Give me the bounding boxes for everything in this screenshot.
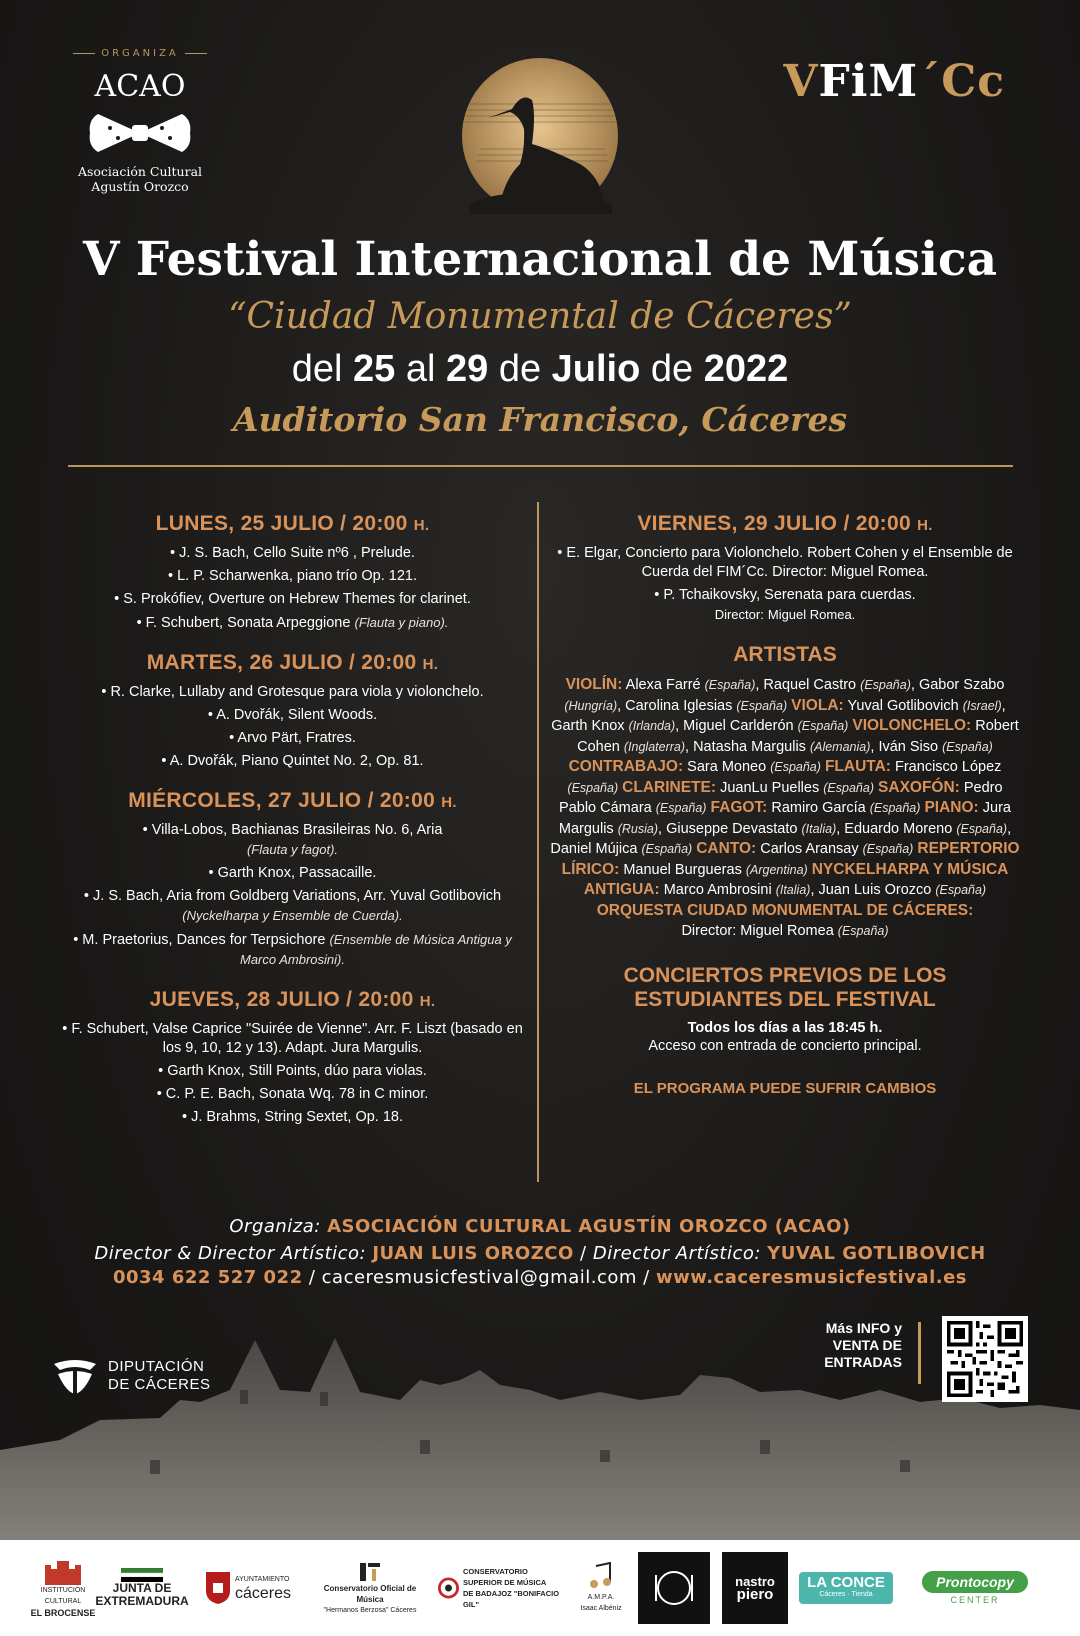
sponsor-conservatorio-caceres: [310, 1552, 430, 1624]
artist-country: (España): [869, 801, 921, 815]
festival-dates: [0, 348, 1080, 391]
sponsor-ampa-isaac-albeniz: [576, 1552, 626, 1624]
program-item: [60, 887, 525, 926]
artist-country: (Inglaterra): [623, 739, 686, 754]
program-item: [60, 729, 525, 748]
fimcc-v: V: [783, 56, 819, 107]
sponsors-strip: [0, 1540, 1080, 1636]
program-item-text: • Garth Knox, Still Points, dúo para violas.: [158, 1063, 427, 1079]
artist-name: Carlos Aransay: [760, 841, 859, 857]
dates-julio: Julio: [551, 348, 641, 390]
acao-name: ACAO: [94, 69, 186, 104]
sponsor-line-2: CENTER: [950, 1594, 1000, 1605]
artist-country: (España): [860, 678, 911, 692]
program-item-text: • P. Tchaikovsky, Serenata para cuerdas.: [654, 587, 916, 603]
day-heading: [60, 512, 525, 536]
artist-name: Pedro Pablo Cámara: [559, 779, 1003, 816]
castle-icon: [43, 1557, 83, 1585]
program-item-text: • A. Dvořák, Silent Woods.: [207, 707, 378, 723]
sponsor-ayuntamiento-caceres: [198, 1552, 298, 1624]
artist-name: Sara Moneo: [687, 759, 767, 775]
program-item: [60, 752, 525, 771]
program-item: [60, 1108, 525, 1127]
program-item: [60, 1085, 525, 1104]
artist-name: , Iván Siso: [870, 738, 939, 755]
festival-title: V Festival Internacional de Música: [82, 232, 998, 287]
artist-role: CONTRABAJO:: [568, 758, 684, 775]
artist-country: (España): [567, 780, 619, 795]
festival-venue: Auditorio San Francisco, Cáceres: [232, 400, 848, 439]
artist-country: (España): [823, 780, 874, 795]
artist-country: (España): [770, 760, 821, 774]
sponsor-line-1: AYUNTAMIENTO: [234, 1575, 290, 1583]
sponsor-prontocopy: [910, 1552, 1040, 1624]
fimcc-cc: ´Cc: [918, 56, 1005, 107]
artist-name: , Carolina Iglesias: [617, 697, 733, 714]
program-item-text: • M. Praetorius, Dances for Terpsichore: [73, 932, 326, 948]
artist-name: , Natasha Margulis: [685, 738, 806, 755]
artist-role: CLARINETE:: [622, 778, 717, 796]
artist-country: (Argentina): [745, 862, 808, 877]
artist-name: , Raquel Castro: [755, 677, 857, 693]
artist-country: (España): [935, 883, 987, 897]
day-heading-h: H.: [917, 517, 933, 534]
sponsor-line-2: Cáceres · Tienda: [819, 1591, 873, 1598]
program-item-text: Miguel Romea.: [767, 607, 856, 622]
sponsor-line-2: EXTREMADURA: [95, 1594, 189, 1608]
artist-country: (Irlanda): [628, 719, 676, 733]
acao-sub-1: Asociación Cultural: [77, 164, 203, 179]
day-heading-text: LUNES, 25 JULIO / 20:00: [155, 512, 408, 535]
artist-name: Alexa Farré: [625, 677, 701, 693]
artist-country: (Italia): [801, 821, 837, 836]
sponsor-nastro-piero: [722, 1552, 788, 1624]
day-heading-text: VIERNES, 29 JULIO / 20:00: [637, 512, 911, 535]
day-heading: [60, 651, 525, 675]
artist-country: (Hungría): [564, 698, 618, 713]
contact-website[interactable]: www.caceresmusicfestival.es: [655, 1267, 967, 1288]
credits-label: Organiza:: [229, 1216, 321, 1237]
plate-icon: [651, 1565, 697, 1611]
credits-contact: [0, 1267, 1080, 1288]
artist-name: Jura Margulis: [558, 800, 1011, 837]
artist-role: VIOLONCHELO:: [852, 717, 972, 734]
program-item: [550, 544, 1020, 582]
day-heading-text: MARTES, 26 JULIO / 20:00: [146, 651, 417, 674]
sponsor-el-brocense: [28, 1552, 98, 1624]
day-block-thursday: [60, 988, 525, 1127]
program-item-text: • Arvo Pärt, Fratres.: [229, 730, 356, 746]
sponsor-line-2: "Hermanos Berzosa" Cáceres: [323, 1606, 417, 1614]
credits-separator: /: [580, 1243, 587, 1264]
fimcc-fim: FiM: [818, 56, 919, 107]
diputacion-line-1: DIPUTACIÓN: [108, 1358, 205, 1375]
sponsor-line-2: Isaac Albéniz: [580, 1605, 622, 1612]
fimcc-logo: [783, 56, 1005, 107]
sponsor-line-2: piero: [736, 1586, 774, 1603]
day-heading-text: JUEVES, 28 JULIO / 20:00: [149, 988, 414, 1011]
program-item-text: • J. S. Bach, Cello Suite nº6 , Prelude.: [170, 545, 415, 561]
student-concerts-heading-2: ESTUDIANTES DEL FESTIVAL: [634, 987, 936, 1011]
credits-label: Director & Director Artístico:: [94, 1243, 367, 1264]
artists-list: VIOLÍN: Alexa Farré (España), Raquel Castro (España), Gabor Szabo (Hungría), Carolina Iglesias (España) VIOLA: Yuval Gotlibovich (Israel), Garth Knox (Irlanda), Miguel Carlderón (España) VIOLONCHELO: Robert Cohen (Inglaterra), Natasha Margulis (Alemania), Iván Siso (España) CONTRABAJO: Sara Moneo (España) FLAUTA: Francisco López (España) CLARINETE: JuanLu Puelles (España) SAXOFÓN: Pedro Pablo Cámara (España) FAGOT: Ramiro García (España) PIANO: Jura Margulis (Rusia), Giuseppe Devastato (Italia), Eduardo Moreno (España), Daniel Mújica (España) CANTO: Carlos Aransay (España) REPERTORIO LÍRICO: Manuel Burgueras (Argentina) NYCKELHARPA Y MÚSICA ANTIGUA: Marco Ambrosini (Italia), Juan Luis Orozco (España) ORQUESTA CIUDAD MONUMENTAL DE CÁCERES: Director: Miguel Romea (España): [550, 676, 1020, 939]
artist-role: NYCKELHARPA Y MÚSICA ANTIGUA:: [583, 860, 1009, 898]
dates-year: 2022: [703, 348, 789, 390]
artist-country: (España): [956, 821, 1008, 836]
student-concerts-time: Todos los días a las 18:45 h.: [687, 1019, 883, 1036]
sponsor-line-1: Prontocopy: [922, 1571, 1028, 1593]
program-item: [60, 544, 525, 563]
contact-email[interactable]: caceresmusicfestival@gmail.com: [321, 1267, 637, 1288]
artist-role: FAGOT:: [710, 799, 768, 816]
artist-country: (Alemania): [809, 739, 871, 754]
artist-country: (España): [655, 801, 707, 815]
artist-role: ORQUESTA CIUDAD MONUMENTAL DE CÁCERES:: [596, 901, 974, 919]
shield-icon: [205, 1571, 231, 1605]
artist-role: SAXOFÓN:: [878, 778, 960, 796]
music-note-icon: [588, 1562, 614, 1592]
program-item-text: • A. Dvořák, Piano Quintet No. 2, Op. 81.: [161, 753, 424, 769]
conservatorio-badajoz-icon: [438, 1573, 459, 1603]
artist-role: REPERTORIO LÍRICO:: [561, 840, 1020, 878]
program-item-text: • J. S. Bach, Aria from Goldberg Variations, Arr. Yuval Gotlibovich: [83, 888, 502, 904]
student-concerts-access: Acceso con entrada de concierto principal.: [648, 1037, 922, 1054]
artist-country: (España): [641, 842, 693, 856]
sponsor-restaurant: [638, 1552, 710, 1624]
program-item-text: • C. P. E. Bach, Sonata Wq. 78 in C minor.: [156, 1086, 429, 1102]
program-item: [60, 864, 525, 883]
artist-name: , Juan Luis Orozco: [810, 882, 932, 898]
day-block-wednesday: [60, 789, 525, 970]
program-item-text: • E. Elgar, Concierto para Violonchelo. Robert Cohen y el Ensemble de Cuerda del FIM´Cc. Director:: [557, 545, 1013, 580]
artist-name: Marco Ambrosini: [663, 882, 772, 898]
sponsor-line-1: Conservatorio Oficial de Música: [323, 1583, 417, 1604]
program-item-note: (Flauta y piano).: [354, 615, 449, 630]
artists-heading: ARTISTAS: [733, 643, 837, 666]
program-item: [550, 586, 1020, 625]
day-heading: [550, 512, 1020, 536]
artist-name: Francisco López: [895, 759, 1002, 775]
program-item-text: Director:: [714, 607, 764, 622]
day-heading-h: H.: [422, 656, 439, 673]
artist-name: Yuval Gotlibovich: [847, 697, 959, 714]
program-item-text: • S. Prokófiev, Overture on Hebrew Themes for clarinet.: [114, 591, 471, 607]
program-item: [60, 590, 525, 609]
day-heading-h: H.: [413, 517, 430, 534]
day-heading-text: MIÉRCOLES, 27 JULIO / 20:00: [128, 789, 436, 812]
sponsor-line-2: DE BADAJOZ "BONIFACIO GIL": [462, 1589, 560, 1609]
dates-29: 29: [445, 348, 489, 390]
sponsor-line-2: cáceres: [234, 1584, 292, 1602]
qr-code-icon: [947, 1321, 1023, 1397]
program-item: [60, 706, 525, 725]
divider-horizontal: [68, 465, 1013, 467]
artist-role: PIANO:: [924, 799, 979, 816]
program-item-note: (Ensemble de Música Antigua y Marco Ambrosini).: [240, 932, 512, 967]
sponsor-la-conce: [798, 1552, 894, 1624]
day-block-monday: [60, 512, 525, 633]
dates-25: 25: [352, 348, 396, 390]
tickets-info-1: Más INFO y: [825, 1320, 902, 1336]
dates-de2: de: [650, 348, 694, 390]
artist-name: , Daniel Mújica: [550, 820, 1012, 857]
tickets-info-2: VENTA DE: [832, 1337, 902, 1353]
program-left-column: [60, 512, 525, 1145]
artist-role: VIOLA:: [791, 696, 844, 714]
artist-name: , Giuseppe Devastato: [658, 820, 798, 837]
artist-role: CANTO:: [696, 840, 757, 857]
artist-country: (Italia): [775, 883, 811, 897]
credits-directors: [0, 1243, 1080, 1264]
sponsor-line-1: LA CONCE: [807, 1574, 885, 1591]
diputacion-logo: [50, 1356, 211, 1396]
qr-code[interactable]: [942, 1316, 1028, 1402]
artist-country: (España): [736, 698, 788, 713]
program-item: [60, 613, 525, 633]
program-item: [60, 821, 525, 860]
artist-name: , Garth Knox: [551, 697, 1006, 734]
sponsor-line-1: INSTITUCIÓN CULTURAL: [40, 1586, 86, 1605]
artist-country: (España): [837, 924, 889, 938]
program-item: [60, 1020, 525, 1058]
sponsor-line-1: CONSERVATORIO SUPERIOR DE MÚSICA: [462, 1567, 547, 1587]
festival-subtitle: “Ciudad Monumental de Cáceres”: [228, 296, 852, 337]
day-block-tuesday: [60, 651, 525, 771]
student-concerts-heading: [550, 964, 1020, 1012]
program-changes-notice: EL PROGRAMA PUEDE SUFRIR CAMBIOS: [633, 1079, 937, 1097]
program-item-text: • F. Schubert, Valse Caprice "Suirée de Vienne". Arr. F. Liszt (basado en los 9, 10, 12 y 13). Adapt. Jura Margulis.: [62, 1021, 523, 1056]
program-right-column: [550, 512, 1020, 1097]
bow-tie-icon: [80, 108, 200, 158]
credits-value: ASOCIACIÓN CULTURAL AGUSTÍN OROZCO (ACAO): [327, 1216, 851, 1237]
sponsor-line-1: JUNTA DE: [112, 1581, 172, 1595]
sponsor-conservatorio-badajoz: [438, 1552, 568, 1624]
sponsor-line-1: nastro: [735, 1574, 775, 1589]
artist-country: (España): [942, 739, 993, 754]
day-heading: [60, 988, 525, 1012]
sponsor-line-1: A.M.P.A.: [587, 1594, 615, 1601]
diputacion-line-2: DE CÁCERES: [108, 1376, 211, 1393]
sponsor-line-2: EL BROCENSE: [30, 1607, 96, 1618]
dates-de: de: [498, 348, 542, 390]
artist-name: Manuel Burgueras: [623, 861, 742, 878]
credits-separator: /: [308, 1267, 316, 1288]
program-item-text: • F. Schubert, Sonata Arpeggione: [136, 615, 351, 631]
program-item-text: • L. P. Scharwenka, piano trío Op. 121.: [167, 568, 418, 584]
program-item: [60, 567, 525, 586]
program-item-text: Miguel Romea.: [830, 564, 929, 580]
artist-country: (España): [862, 842, 914, 856]
day-heading-h: H.: [441, 794, 457, 811]
program-item: [60, 930, 525, 970]
artist-country: (Rusia): [617, 821, 659, 836]
divider-vertical: [537, 502, 539, 1182]
student-concerts-heading-1: CONCIERTOS PREVIOS DE LOS: [623, 963, 947, 987]
dates-al: al: [405, 348, 436, 390]
day-heading-h: H.: [419, 993, 436, 1010]
program-item-text: • R. Clarke, Lullaby and Grotesque para viola y violonchelo.: [101, 684, 484, 700]
credits-value: JUAN LUIS OROZCO: [372, 1243, 574, 1264]
artist-country: (España): [797, 719, 849, 733]
artist-country: (Israel): [962, 698, 1002, 713]
program-item-text: • Villa-Lobos, Bachianas Brasileiras No. 6, Aria: [142, 822, 443, 838]
artist-name: Robert Cohen: [577, 718, 1019, 755]
conservatorio-icon: [358, 1561, 382, 1583]
program-item-text: • J. Brahms, String Sextet, Op. 18.: [181, 1109, 404, 1125]
program-item: [60, 1062, 525, 1081]
flag-icon: [121, 1568, 163, 1582]
artist-name: Director: Miguel Romea: [681, 923, 834, 939]
artist-role: VIOLÍN:: [565, 676, 623, 693]
organiza-label: ORGANIZA: [60, 48, 220, 59]
day-block-friday: [550, 512, 1020, 625]
tickets-info-3: ENTRADAS: [824, 1354, 902, 1370]
artist-role: FLAUTA:: [824, 758, 891, 775]
dates-del: del: [291, 348, 343, 390]
contact-phone[interactable]: 0034 622 527 022: [112, 1267, 303, 1288]
info-marker: [918, 1322, 931, 1384]
artist-name: , Miguel Carlderón: [675, 718, 794, 734]
day-heading: [60, 789, 525, 813]
credits-value: YUVAL GOTLIBOVICH: [767, 1243, 986, 1264]
artist-country: (España): [704, 678, 756, 692]
program-item: [60, 683, 525, 702]
stork-moon-emblem: [440, 54, 640, 219]
artist-name: Ramiro García: [771, 800, 866, 816]
diputacion-icon: [50, 1356, 100, 1396]
artist-name: , Eduardo Moreno: [836, 820, 953, 837]
credits-label: Director Artístico:: [592, 1243, 761, 1264]
artist-name: Gabor Szabo: [918, 677, 1005, 693]
program-item-note: (Flauta y fagot).: [246, 842, 339, 857]
sponsor-junta-extremadura: [95, 1552, 189, 1624]
program-item-text: • Garth Knox, Passacaille.: [208, 865, 377, 881]
tickets-info: [824, 1320, 902, 1371]
artist-name: JuanLu Puelles: [720, 779, 820, 796]
program-item-note: (Nyckelharpa y Ensemble de Cuerda).: [182, 908, 403, 923]
acao-logo: [60, 48, 220, 194]
acao-sub-2: Agustín Orozco: [91, 179, 189, 194]
credits-separator: /: [643, 1267, 650, 1288]
credits-organiza: [0, 1216, 1080, 1237]
